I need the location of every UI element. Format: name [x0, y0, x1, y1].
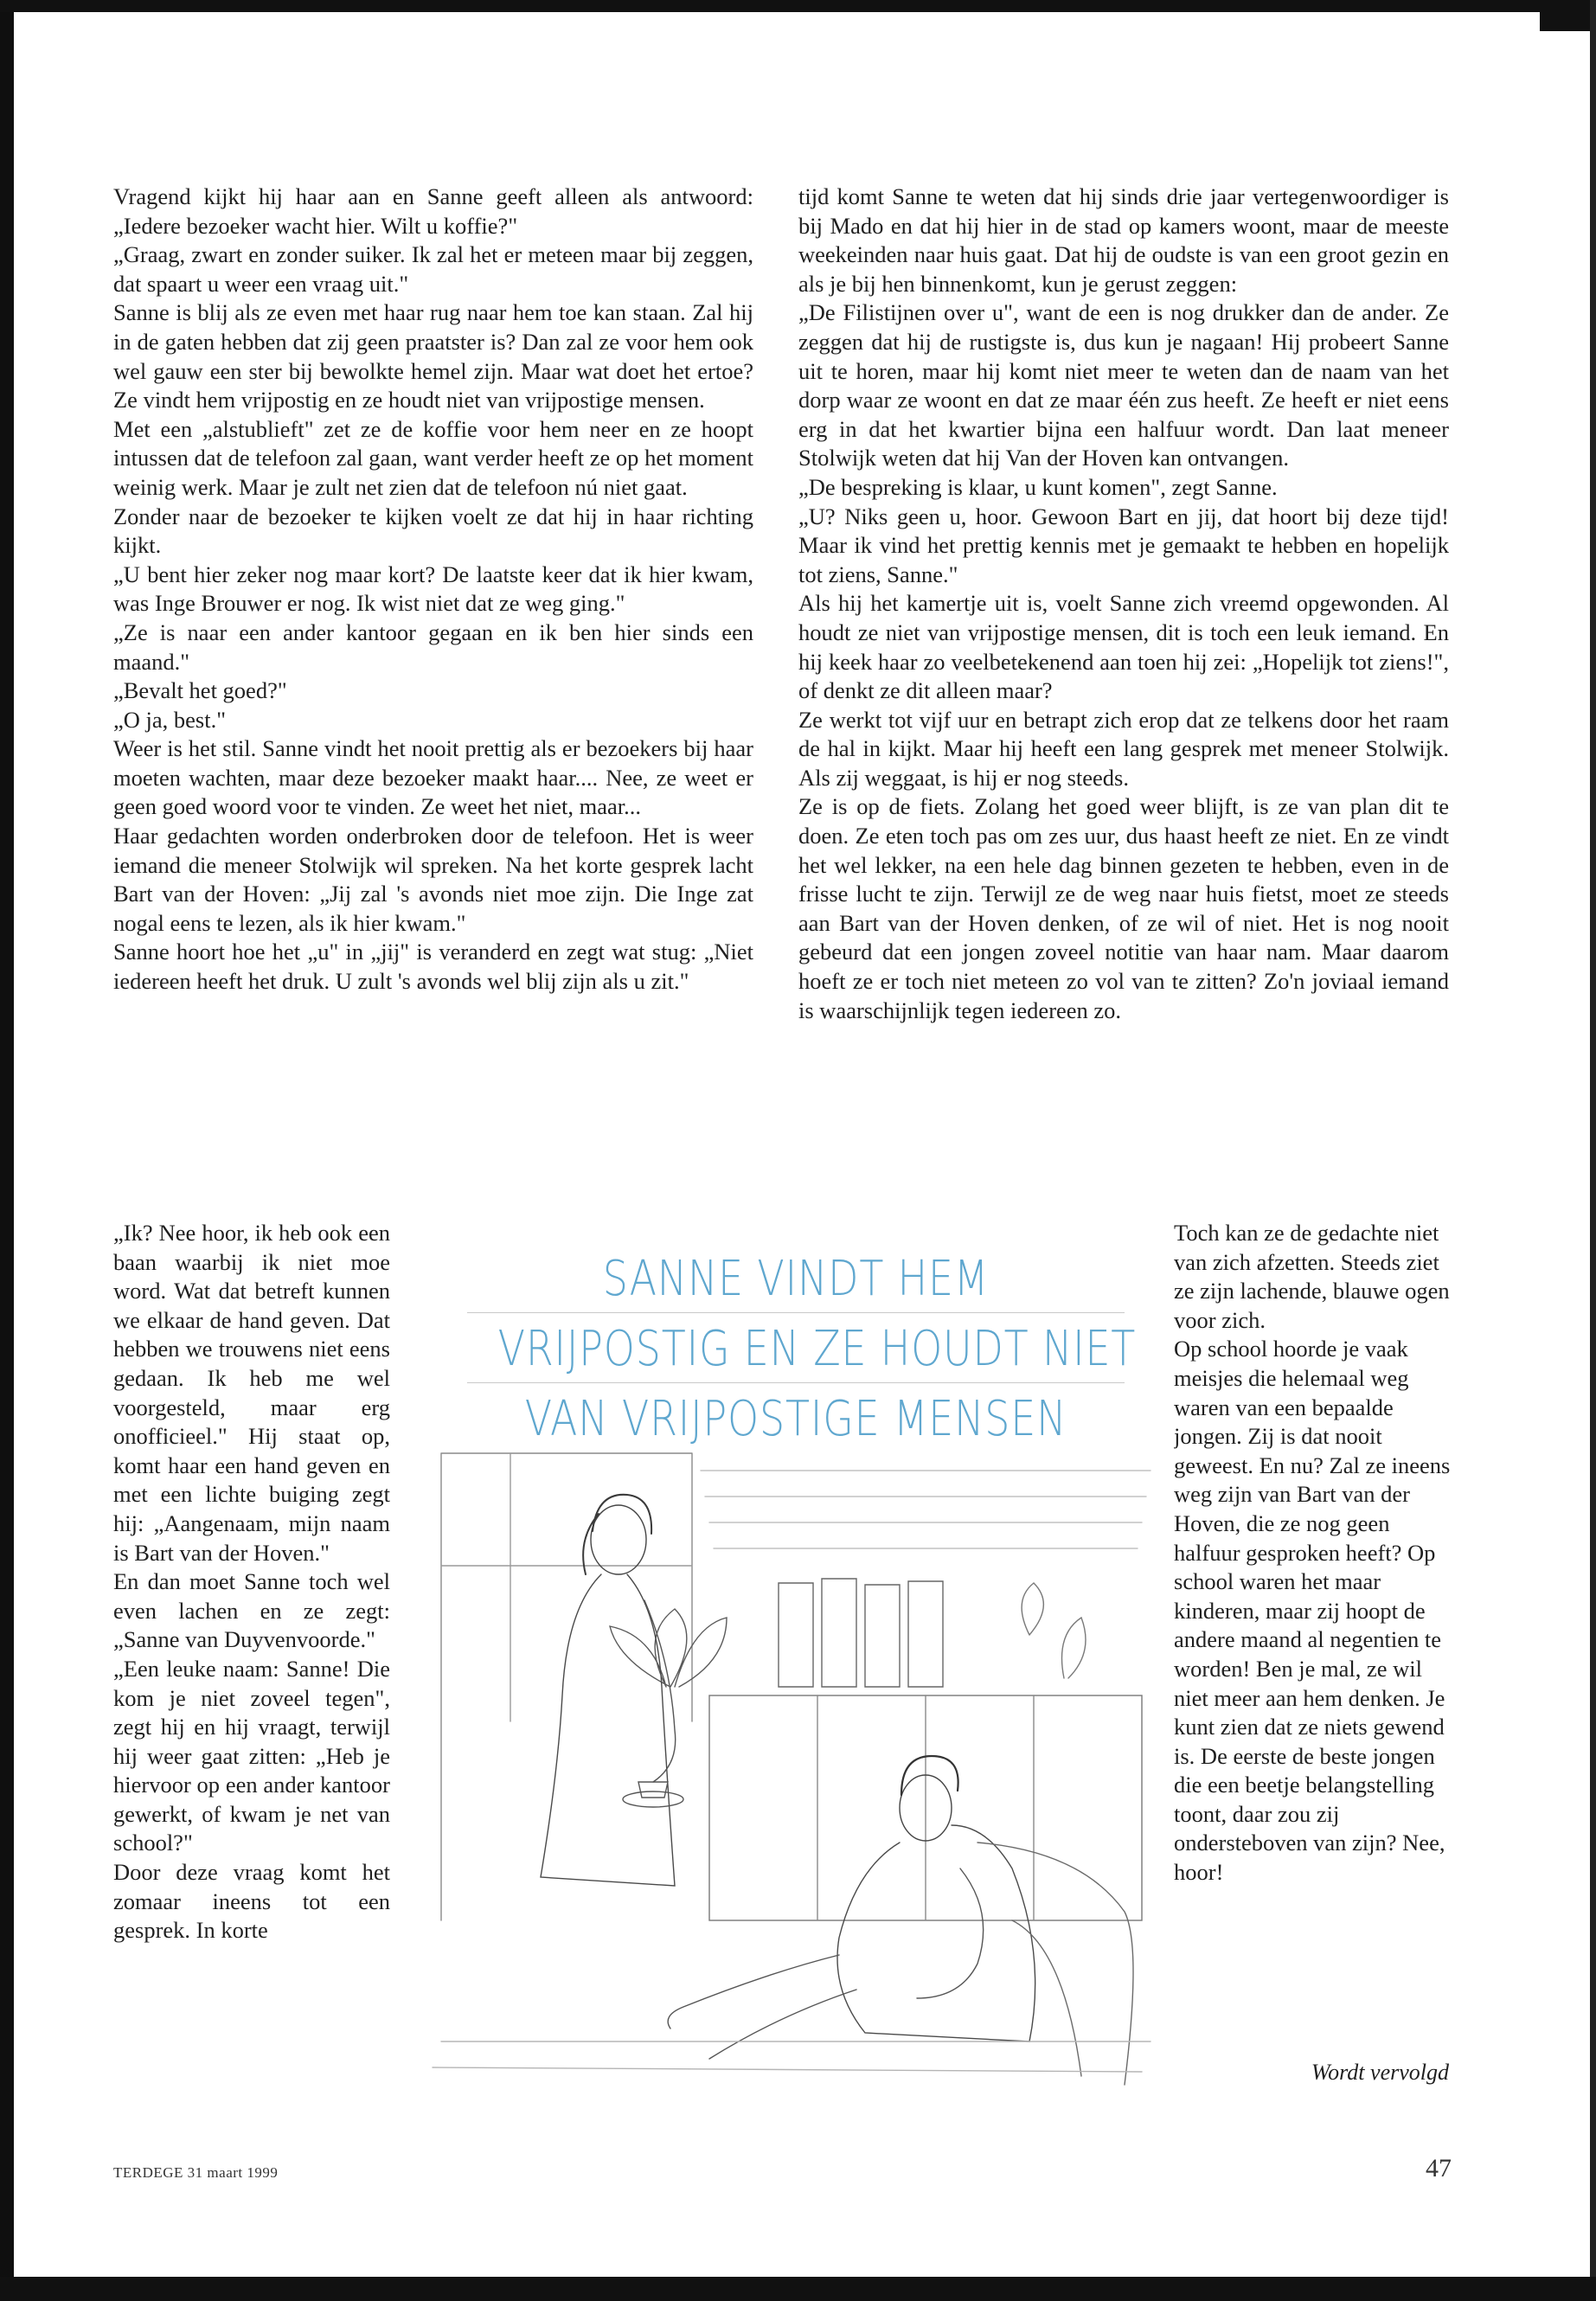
- pull-quote-rule: [467, 1382, 1125, 1383]
- paragraph: „O ja, best.": [113, 706, 227, 733]
- scan-border-corner: [1540, 0, 1596, 31]
- pull-quote: [433, 1248, 1159, 1451]
- paragraph: Als hij het kamertje uit is, voelt Sanne zich vreemd opgewonden. Al houdt ze niet van vrijpostige mensen, dit is toch een leuk iemand. En hij keek haar zo veelbetekenend aan toen hij zei: „Hopelijk tot ziens!", of denkt ze dit alleen maar?: [798, 590, 1449, 704]
- paragraph: „Ik? Nee hoor, ik heb ook een baan waarbij ik niet moe word. Wat dat betreft kunnen we elkaar de hand geven. Dat hebben we trouwens niet eens gedaan. Ik heb me wel voorgesteld, maar erg onofficieel." Hij staat op, komt haar een hand geven en met een lichte buiging zegt hij: „Aangenaam, mijn naam is Bart van der Hoven.": [113, 1220, 390, 1566]
- woman-hair: [583, 1495, 651, 1574]
- pull-quote-line: SANNE VINDT HEM: [602, 1251, 990, 1307]
- left-column-narrow: [113, 1219, 390, 2101]
- paragraph: „De Filistijnen over u", want de een is nog drukker dan de ander. Ze zeggen dat hij de rustigste is, dus kun je nagaan! Hij probeert Sanne uit te horen, maar hij komt niet meer te weten dan de naam van het dorp waar ze woont en dat ze maar één zus heeft. Ze heeft er niet eens erg in dat het kwartier bijna een halfuur wordt. Dan laat meneer Stolwijk weten dat hij Van der Hoven kan ontvangen.: [798, 299, 1449, 471]
- cabinet-doors: [817, 1695, 1034, 1920]
- right-column-narrow: [1174, 1219, 1452, 2049]
- paragraph: „Een leuke naam: Sanne! Die kom je niet zoveel tegen", zegt hij en hij vraagt, terwijl hij weer gaat zitten: „Heb je hiervoor op een ander kantoor gewerkt, of kwam je net van school?": [113, 1655, 390, 1856]
- paragraph: tijd komt Sanne te weten dat hij sinds drie jaar vertegenwoordiger is bij Mado en dat hij hier in de stad op kamers woont, maar de meeste weekeinden naar huis gaat. Dat hij de oudste is van een groot gezin en als je bij hen binnenkomt, kun je gerust zeggen:: [798, 183, 1449, 297]
- paragraph: Haar gedachten worden onderbroken door de telefoon. Het is weer iemand die meneer Stolwijk wil spreken. Na het korte gesprek lacht Bart van der Hoven: „Jij zal 's avonds niet moe zijn. Die Inge zat nogal eens te lezen, als ik hier kwam.": [113, 823, 753, 936]
- footer-magazine-date: TERDEGE 31 maart 1999: [113, 2164, 279, 2181]
- paragraph: „De bespreking is klaar, u kunt komen", zegt Sanne.: [798, 473, 1278, 500]
- paragraph: Vragend kijkt hij haar aan en Sanne geeft alleen als antwoord: „Iedere bezoeker wacht hier. Wilt u koffie?": [113, 183, 753, 239]
- paragraph: Met een „alstublieft" zet ze de koffie voor hem neer en ze hoopt intussen dat de telefoon zal gaan, want verder heeft ze op het moment weinig werk. Maar je zult net zien dat de telefoon nú niet gaat.: [113, 415, 753, 500]
- paragraph: „Ze is naar een ander kantoor gegaan en ik ben hier sinds een maand.": [113, 619, 753, 675]
- pencil-illustration: [407, 1436, 1159, 2093]
- right-column-top: [798, 183, 1449, 1219]
- paragraph: Ze werkt tot vijf uur en betrapt zich erop dat ze telkens door het raam de hal in kijkt. Maar hij heeft een lang gesprek met meneer Stolwijk. Als zij weggaat, is hij er nog steeds.: [798, 706, 1449, 791]
- pull-quote-rule: [467, 1312, 1125, 1313]
- paragraph: En dan moet Sanne toch wel even lachen en ze zegt: „Sanne van Duyvenvoorde.": [113, 1568, 390, 1653]
- paragraph: Weer is het stil. Sanne vindt het nooit prettig als er bezoekers bij haar moeten wachten, maar deze bezoeker maakt haar.... Nee, ze weet er geen goed woord voor te vinden. Ze weet het niet, maar...: [113, 735, 753, 820]
- scan-border-left: [0, 0, 14, 2301]
- left-column-top: [113, 183, 753, 1219]
- floor-lines: [433, 2041, 1151, 2072]
- paragraph: „U bent hier zeker nog maar kort? De laatste keer dat ik hier kwam, was Inge Brouwer er nog. Ik wist niet dat ze weg ging.": [113, 561, 753, 617]
- man-body: [837, 1825, 1035, 2041]
- woman-arm: [644, 1600, 676, 1782]
- cup: [638, 1782, 668, 1798]
- scan-border-bottom: [0, 2277, 1596, 2301]
- woman-head: [591, 1505, 646, 1574]
- paragraph: Sanne hoort hoe het „u" in „jij" is veranderd en zegt wat stug: „Niet iedereen heeft het druk. U zult 's avonds wel blij zijn als u zit.": [113, 939, 753, 995]
- paragraph: Toch kan ze de gedachte niet van zich afzetten. Steeds ziet ze zijn lachende, blauwe ogen voor zich.: [1174, 1220, 1450, 1333]
- scan-border-right: [1590, 0, 1596, 2301]
- page-number: 47: [1426, 2154, 1452, 2182]
- man-legs: [668, 1955, 856, 2059]
- paragraph: „Graag, zwart en zonder suiker. Ik zal het er meteen maar bij zeggen, dat spaart u weer een vraag uit.": [113, 241, 753, 297]
- paragraph: Sanne is blij als ze even met haar rug naar hem toe kan staan. Zal hij in de gaten hebben dat zij geen praatster is? Dan zal ze voor hem ook wel gauw een ster bij bewolkte hemel zijn. Maar wat doet het ertoe? Ze vindt hem vrijpostig en ze houdt niet van vrijpostige mensen.: [113, 299, 753, 413]
- window-frame: [441, 1453, 692, 1920]
- paragraph: Door deze vraag komt het zomaar ineens tot een gesprek. In korte: [113, 1859, 390, 1944]
- pull-quote-line: VAN VRIJPOSTIGE MENSEN: [524, 1391, 1067, 1447]
- window-bars: [441, 1453, 692, 1721]
- woman-body: [541, 1574, 675, 1886]
- wall-shading: [701, 1471, 1151, 1548]
- plant: [610, 1609, 727, 1687]
- paragraph: „Bevalt het goed?": [113, 677, 287, 704]
- armchair: [977, 1843, 1133, 2085]
- scan-border-top: [0, 0, 1596, 12]
- man-arm: [917, 1868, 984, 1998]
- saucer: [623, 1791, 683, 1807]
- paragraph: Zonder naar de bezoeker te kijken voelt ze dat hij in haar richting kijkt.: [113, 503, 753, 559]
- paragraph: Ze is op de fiets. Zolang het goed weer blijft, is ze van plan dit te doen. Ze eten toch pas om zes uur, dus haast heeft ze niet. En ze vindt het wel lekker, na een hele dag binnen gezeten te hebben, even in de frisse lucht te zijn. Terwijl ze de weg naar huis fietst, moet ze steeds aan Bart van der Hoven denken, of ze wil of niet. Het is nog nooit gebeurd dat een jongen zoveel notitie van haar nam. Maar daarom hoeft ze er toch niet meteen zo vol van te zitten? Zo'n joviaal iemand is waarschijnlijk tegen iedereen zo.: [798, 793, 1449, 1023]
- plant-right: [1022, 1583, 1086, 1678]
- paragraph: „U? Niks geen u, hoor. Gewoon Bart en jij, dat hoort bij deze tijd! Maar ik vind het prettig kennis met je gemaakt te hebben en hopelijk tot ziens, Sanne.": [798, 503, 1449, 587]
- binders: [779, 1579, 943, 1687]
- pull-quote-line: VRIJPOSTIG EN ZE HOUDT NIET: [497, 1321, 1137, 1377]
- continued-note: Wordt vervolgd: [1311, 2060, 1449, 2085]
- paragraph: Op school hoorde je vaak meisjes die helemaal weg waren van een bepaalde jongen. Zij is dat nooit geweest. En nu? Zal ze ineens weg zijn van Bart van der Hoven, die ze nog geen halfuur gesproken heeft? Op school waren het maar kinderen, maar zij hoopt de andere maand al negentien te worden! Ben je mal, ze wil niet meer aan hem denken. Je kunt zien dat ze niets gewend is. De eerste de beste jongen die een beetje belangstelling toont, daar zou zij ondersteboven van zijn? Nee, hoor!: [1174, 1336, 1451, 1886]
